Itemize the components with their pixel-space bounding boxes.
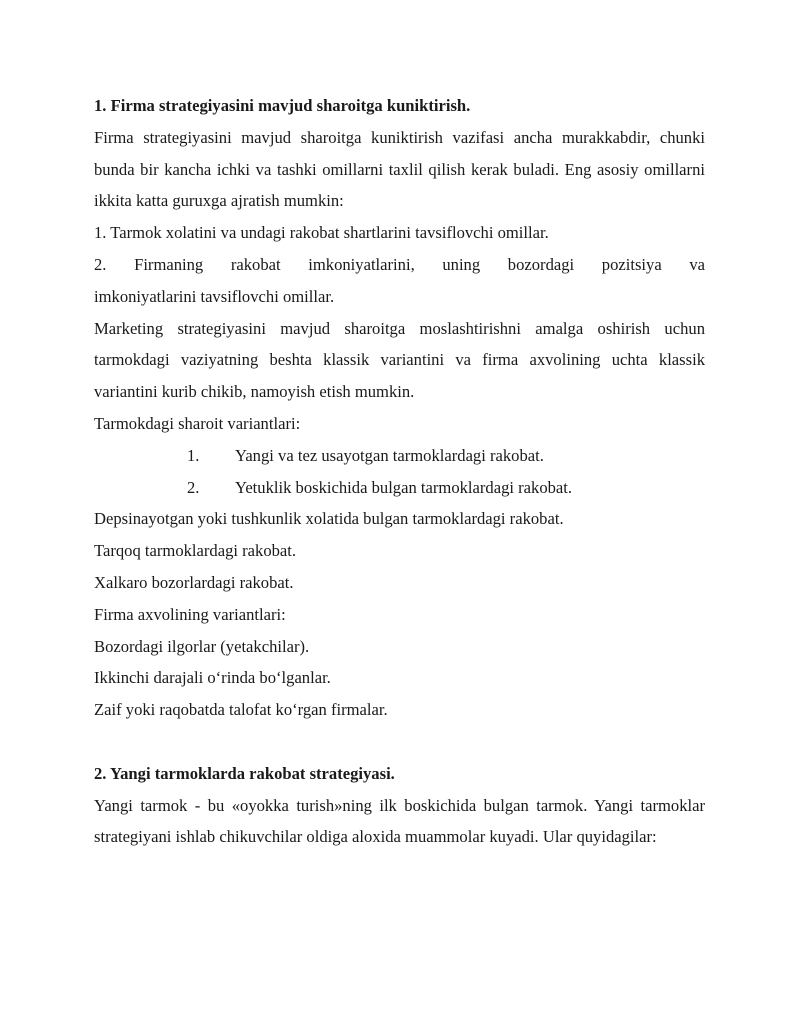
document-page [94,90,705,853]
factor-2-text-line-2: imkoniyatlarini tavsiflovchi omillar. [94,286,335,306]
section-2-heading: 2. Yangi tarmoklarda rakobat strategiyasi. [94,763,395,783]
list-item-text: Yetuklik boskichida bulgan tarmoklardagi rakobat. [235,477,573,497]
factor-1-text: 1. Tarmok xolatini va undagi rakobat shartlarini tavsiflovchi omillar. [94,223,549,243]
firm-variants-title: Firma axvolining variantlari: [94,604,286,624]
list-item: Bozordagi ilgorlar (yetakchilar). [94,636,310,656]
numbered-list-item [94,440,705,472]
list-item: Ikkinchi darajali o‘rinda bo‘lganlar. [94,668,331,688]
paragraph-spacer [94,726,705,758]
section-2-body-paragraph: Yangi tarmok - bu «oyokka turish»ning ilk boskichida bulgan tarmok. Yangi tarmoklar strategiyani ishlab chikuvchilar oldiga aloxida muammolar kuyadi. Ular quyidagilar: [94,795,705,847]
list-item: Xalkaro bozorlardagi rakobat. [94,572,294,592]
list-item-text: Yangi va tez usayotgan tarmoklardagi rakobat. [235,445,544,465]
factor-2-text-line-1: 2. Firmaning rakobat imkoniyatlarini, uning bozordagi pozitsiya va [94,254,705,274]
list-item: Depsinayotgan yoki tushkunlik xolatida bulgan tarmoklardagi rakobat. [94,509,564,529]
section-1-intro-paragraph: Firma strategiyasini mavjud sharoitga kuniktirish vazifasi ancha murakkabdir, chunki bunda bir kancha ichki va tashki omillarni taxlil qilish kerak buladi. Eng asosiy omillarni ikkita katta guruxga ajratish mumkin: [94,127,705,211]
section-1-heading: 1. Firma strategiyasini mavjud sharoitga kuniktirish. [94,96,471,115]
industry-variants-title: Tarmokdagi sharoit variantlari: [94,413,301,433]
list-item: Tarqoq tarmoklardagi rakobat. [94,541,297,561]
list-item-number: 2. [187,477,200,497]
list-item: Zaif yoki raqobatda talofat ko‘rgan firmalar. [94,700,388,720]
list-item-number: 1. [187,445,200,465]
numbered-list-item [94,472,705,504]
marketing-paragraph: Marketing strategiyasini mavjud sharoitga moslashtirishni amalga oshirish uchun tarmokdagi vaziyatning beshta klassik variantini va firma axvolining uchta klassik variantini kurib chikib, namoyish etish mumkin. [94,318,705,402]
